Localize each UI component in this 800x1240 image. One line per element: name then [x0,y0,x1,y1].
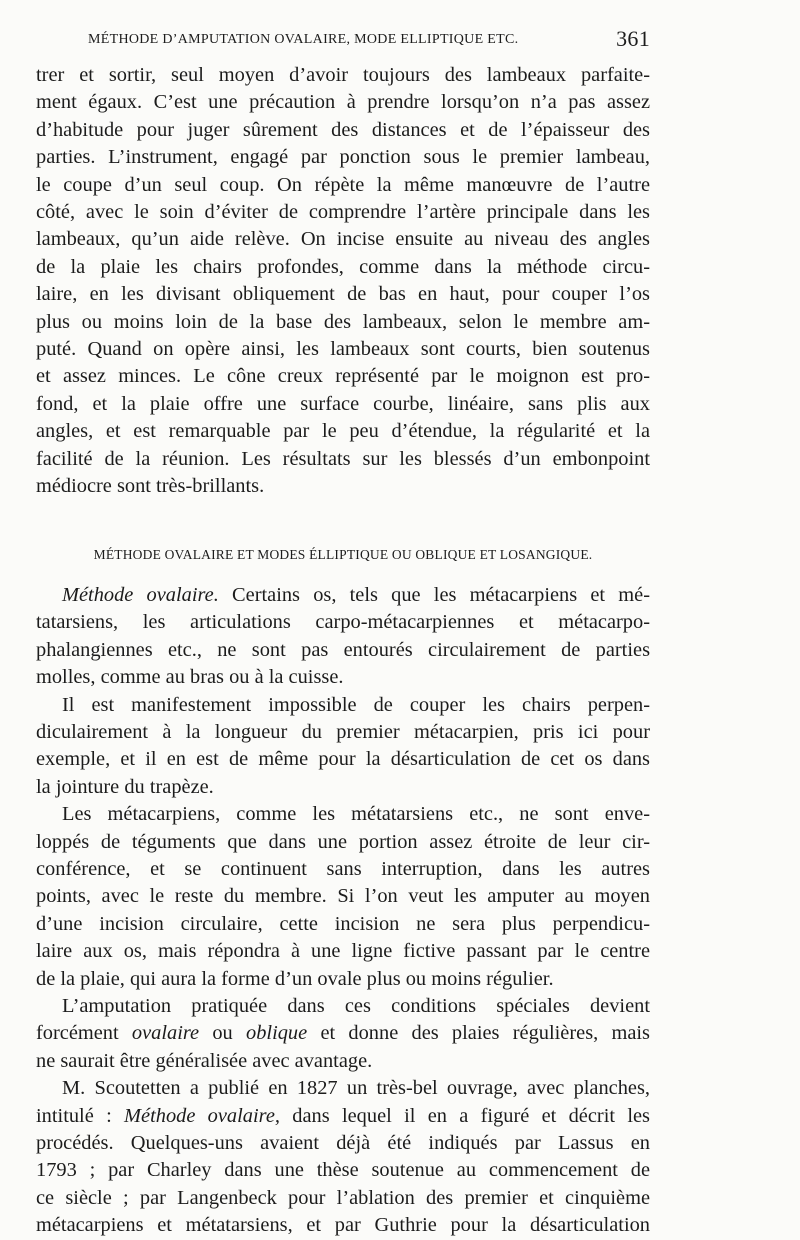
running-head [88,26,650,51]
text-line: procédés. Quelques-uns avaient déjà été indiqués par Lassus en [36,1132,650,1155]
text-line: la jointure du trapèze. [36,775,214,798]
italic-title: Méthode ovalaire, [124,1104,280,1127]
text-line: angles, et est remarquable par le peu d’étendue, la régularité et la [36,420,650,443]
text-line: M. Scoutetten a publié en 1827 un très-bel ouvrage, avec planches, [62,1077,650,1100]
italic-term: oblique [246,1022,308,1045]
page-number: 361 [616,26,650,51]
text-line: Il est manifestement impossible de couper les chairs perpen- [62,693,650,716]
text-line: ment égaux. C’est une précaution à prendre lorsqu’on n’a pas assez [36,91,650,114]
text-line: exemple, et il en est de même pour la désarticulation de cet os dans [36,748,650,771]
italic-term: ovalaire [131,1022,200,1045]
running-head-title: MÉTHODE D’AMPUTATION OVALAIRE, MODE ELLIPTIQUE ETC. [88,32,519,47]
paragraph-5 [36,993,650,1075]
text-line: ne saurait être généralisée avec avantage. [36,1049,373,1072]
text-line: côté, avec le soin d’éviter de comprendre l’artère principale dans les [36,201,650,224]
italic-lead: Méthode ovalaire. [62,583,219,606]
text-run: dans lequel il en a figuré et décrit les [279,1104,650,1127]
text-run: forcément [36,1022,132,1045]
paragraph-4 [36,801,650,993]
text-line: phalangiennes etc., ne sont pas entourés circulairement de parties [36,638,650,661]
paragraph-1 [36,62,650,501]
text-line [36,1020,650,1047]
text-run: et donne des plaies régulières, mais [307,1022,650,1045]
text-line: facilité de la réunion. Les résultats sur les blessés d’un embonpoint [36,447,650,470]
text-line: médiocre sont très-brillants. [36,475,265,498]
text-line [36,582,650,609]
text-line: trer et sortir, seul moyen d’avoir toujours des lambeaux parfaite- [36,64,650,86]
text-line: laire, en les divisant obliquement de bas en haut, pour couper l’os [36,283,650,306]
text-line: L’amputation pratiquée dans ces conditions spéciales devient [62,995,650,1017]
text-line: parties. L’instrument, engagé par ponction sous le premier lambeau, [36,146,650,169]
text-line: laire aux os, mais répondra à une ligne fictive passant par le centre [36,940,650,963]
text-line: ce siècle ; par Langenbeck pour l’ablation des premier et cinquième [36,1186,650,1209]
text-line: d’habitude pour juger sûrement des distances et de l’épaisseur des [36,118,650,141]
text-run: intitulé : [36,1104,125,1127]
text-line: conférence, et se continuent sans interruption, dans les autres [36,857,650,880]
paragraph-2 [36,582,650,692]
text-line: points, avec le reste du membre. Si l’on veut les amputer au moyen [36,885,650,908]
text-run: ou [199,1022,247,1045]
paragraph-3 [36,692,650,802]
text-line: lambeaux, qu’un aide relève. On incise ensuite au niveau des angles [36,228,650,251]
text-line: métacarpiens et métatarsiens, et par Guthrie pour la désarticulation [36,1214,650,1237]
text-line: loppés de téguments que dans une portion assez étroite de leur cir- [36,830,650,853]
text-line: de la plaie les chairs profondes, comme dans la méthode circu- [36,255,650,278]
text-line: 1793 ; par Charley dans une thèse soutenue au commencement de [36,1159,650,1182]
section-heading: MÉTHODE OVALAIRE ET MODES ÉLLIPTIQUE OU OBLIQUE ET LOSANGIQUE. [93,546,593,562]
text-line: d’une incision circulaire, cette incision ne sera plus perpendicu- [36,912,650,935]
text-line [36,1103,650,1130]
text-line: puté. Quand on opère ainsi, les lambeaux sont courts, bien soutenus [36,338,650,361]
text-line: fond, et la plaie offre une surface courbe, linéaire, sans plis aux [36,392,650,415]
page-body [36,62,650,1240]
text-line: Les métacarpiens, comme les métatarsiens etc., ne sont enve- [62,803,650,826]
text-line: tatarsiens, les articulations carpo-métacarpiennes et métacarpo- [36,611,650,634]
paragraph-6 [36,1075,650,1239]
text-line: molles, comme au bras ou à la cuisse. [36,666,344,689]
text-line: diculairement à la longueur du premier métacarpien, pris ici pour [36,720,650,743]
text-line: et assez minces. Le cône creux représenté par le moignon est pro- [36,365,650,388]
text-line: le coupe d’un seul coup. On répète la même manœuvre de l’autre [36,173,650,196]
text-line: plus ou moins loin de la base des lambeaux, selon le membre am- [36,310,650,333]
text-line: de la plaie, qui aura la forme d’un ovale plus ou moins régulier. [36,967,554,990]
text-run: Certains os, tels que les métacarpiens et mé- [218,583,650,606]
